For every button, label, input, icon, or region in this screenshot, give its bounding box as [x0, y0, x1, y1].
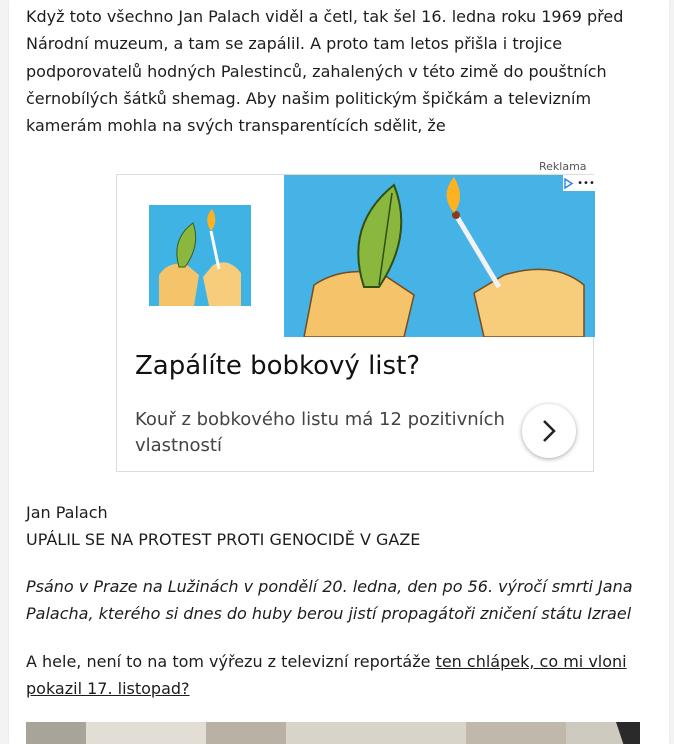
article-photo	[26, 722, 640, 744]
adchoices-badge[interactable]	[563, 175, 595, 191]
name-line: Jan Palach	[26, 503, 108, 522]
intro-paragraph: Když toto všechno Jan Palach viděl a četl, tak šel 16. ledna roku 1969 před Národní muzeum, a tam se zapálil. A proto tam letos přišla i trojice podporovatelů hodných Palestinců, zahalených v této zimě do pouštních černobílých šátků shemag. Aby našim politickým špičkám a televizním kamerám mohla na svých transparentících sdělit, že	[26, 7, 624, 136]
ad-label: Reklama	[539, 160, 587, 173]
link-paragraph	[26, 648, 651, 703]
ad-thumbnail-image[interactable]	[149, 205, 251, 306]
adchoices-icon[interactable]	[563, 178, 574, 189]
chevron-right-icon	[540, 418, 558, 444]
ad-next-button[interactable]	[522, 404, 576, 458]
more-icon[interactable]: •••	[577, 177, 595, 189]
article-link[interactable]: ten chlápek, co mi vloni pokazil 17. listopad?	[26, 652, 627, 699]
ad-banner-image[interactable]	[284, 175, 595, 337]
article-card	[9, 0, 669, 744]
ad-title[interactable]: Zapálíte bobkový list?	[135, 351, 421, 381]
ad-block[interactable]	[116, 174, 594, 472]
link-prefix-text: A hele, není to na tom výřezu z televizní reportáže	[26, 652, 436, 671]
italic-paragraph: Psáno v Praze na Lužinách v pondělí 20. ledna, den po 56. výročí smrti Jana Palacha, kterého si dnes do huby berou jistí propagátoři zničení státu Izrael	[26, 577, 633, 624]
ad-subtitle[interactable]: Kouř z bobkového listu má 12 pozitivních vlastností	[135, 409, 505, 456]
caps-line: UPÁLIL SE NA PROTEST PROTI GENOCIDĚ V GAZE	[26, 530, 421, 549]
